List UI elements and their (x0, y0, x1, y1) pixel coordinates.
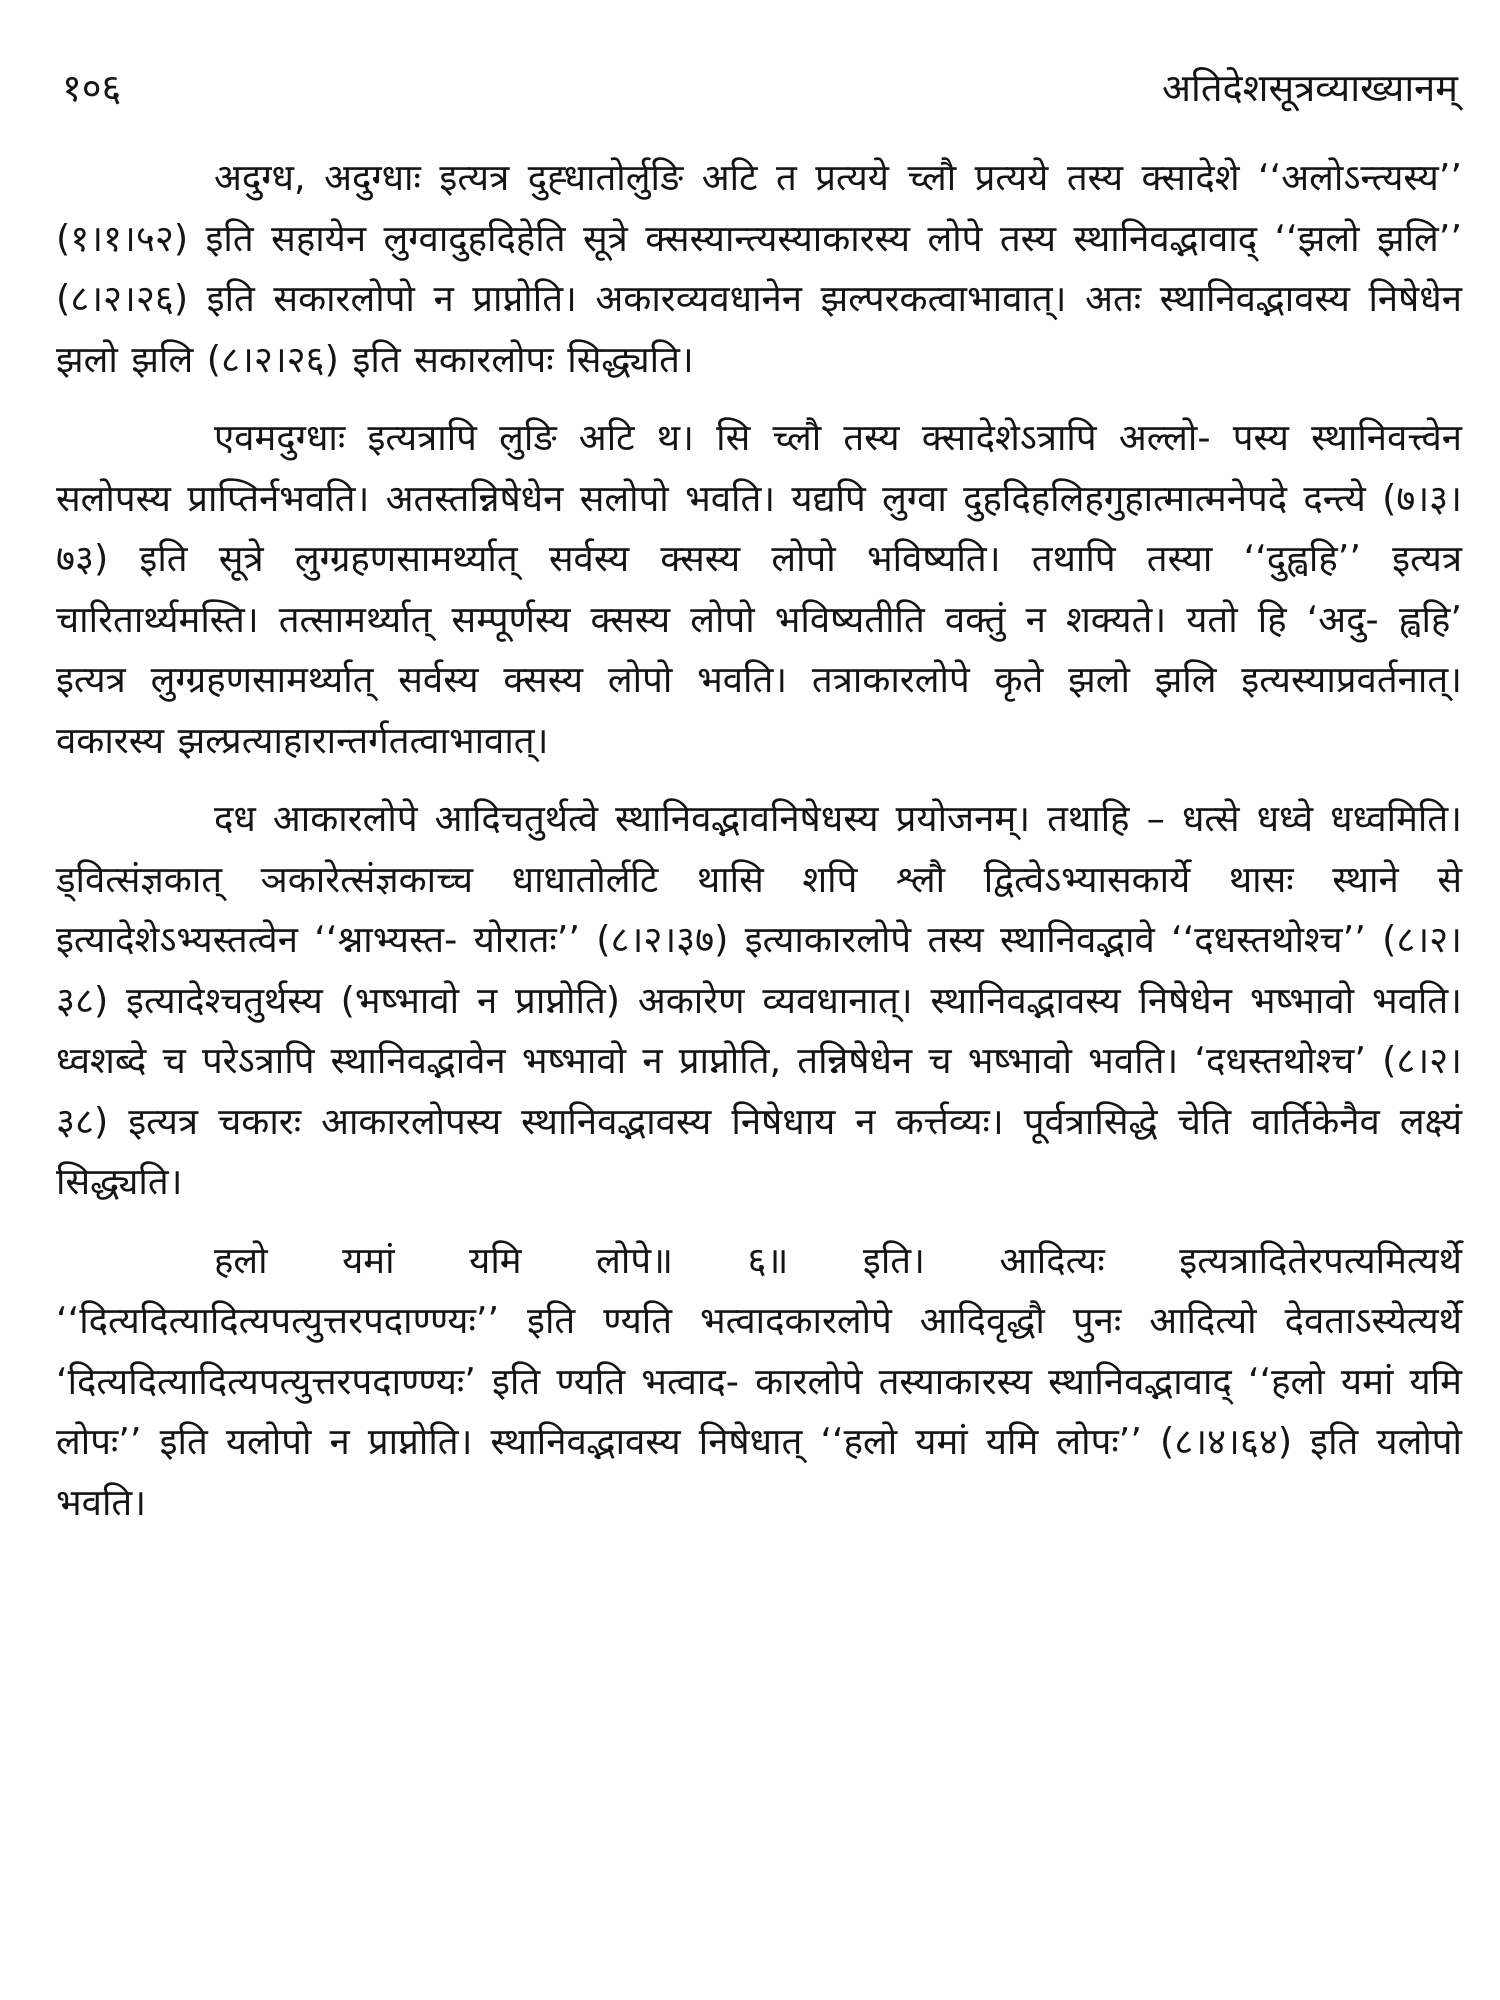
paragraph-evam-adugdhah: एवमदुग्धाः इत्यत्रापि लुङि अटि थ। सि च्लौ तस्य क्सादेशेऽत्रापि अल्लो- पस्य स्थानिवत्त्वेन सलोपस्य प्राप्तिर्नभवति। अतस्तन्निषेधेन सलोपो भवति। यद्यपि लुग्वा दुहदिहलिहगुहात्मात्मनेपदे दन्त्ये (७।३।७३) इति सूत्रे लुग्ग्रहणसामर्थ्यात् सर्वस्य क्सस्य लोपो भविष्यति। तथापि तस्या ‘‘दुह्वहि’’ इत्यत्र चारितार्थ्यमस्ति। तत्सामर्थ्यात् सम्पूर्णस्य क्सस्य लोपो भविष्यतीति वक्तुं न शक्यते। यतो हि ‘अदु- ह्वहि’ इत्यत्र लुग्ग्रहणसामर्थ्यात् सर्वस्य क्सस्य लोपो भवति। तत्राकारलोपे कृते झलो झलि इत्यस्याप्रवर्तनात्। वकारस्य झल्प्रत्याहारान्तर्गतत्वाभावात्। (56, 416, 1462, 762)
running-title: अतिदेशसूत्रव्याख्यानम् (1161, 66, 1458, 110)
running-header (56, 64, 1462, 112)
paragraph-halo-yamam: हलो यमां यमि लोपे॥ ६॥ इति। आदित्यः इत्यत्रादितेरपत्यमित्यर्थे ‘‘दित्यदित्यादित्यपत्युत्तरपदाण्ण्यः’’ इति ण्यति भत्वादकारलोपे आदिवृद्धौ पुनः आदित्यो देवताऽस्येत्यर्थे ‘दित्यदित्यादित्यपत्युत्तरपदाण्ण्यः’ इति ण्यति भत्वाद- कारलोपे तस्याकारस्य स्थानिवद्भावाद् ‘‘हलो यमां यमि लोपः’’ इति यलोपो न प्राप्नोति। स्थानिवद्भावस्य निषेधात् ‘‘हलो यमां यमि लोपः’’ (८।४।६४) इति यलोपो भवति। (56, 1238, 1462, 1524)
paragraph-adugdha: अदुग्ध, अदुग्धाः इत्यत्र दुह्धातोर्लुङि अटि त प्रत्यये च्लौ प्रत्यये तस्य क्सादेशे ‘‘अलोऽन्त्यस्य’’ (१।१।५२) इति सहायेन लुग्वादुहदिहेति सूत्रे क्सस्यान्त्यस्याकारस्य लोपे तस्य स्थानिवद्भावाद् ‘‘झलो झलि’’ (८।२।२६) इति सकारलोपो न प्राप्नोति। अकारव्यवधानेन झल्परकत्वाभावात्। अतः स्थानिवद्भावस्य निषेधेन झलो झलि (८।२।२६) इति सकारलोपः सिद्ध्यति। (56, 156, 1462, 381)
page-number: १०६ (62, 66, 122, 110)
paragraph-dadha: दध आकारलोपे आदिचतुर्थत्वे स्थानिवद्भावनिषेधस्य प्रयोजनम्। तथाहि – धत्से धध्वे धध्वमिति। ड्वित्संज्ञकात् ञकारेत्संज्ञकाच्च धाधातोर्लटि थासि शपि श्लौ द्वित्वेऽभ्यासकार्ये थासः स्थाने से इत्यादेशेऽभ्यस्तत्वेन ‘‘श्नाभ्यस्त- योरातः’’ (८।२।३७) इत्याकारलोपे तस्य स्थानिवद्भावे ‘‘दधस्तथोश्च’’ (८।२।३८) इत्यादेश्चतुर्थस्य (भष्भावो न प्राप्नोति) अकारेण व्यवधानात्। स्थानिवद्भावस्य निषेधेन भष्भावो भवति। ध्वशब्दे च परेऽत्रापि स्थानिवद्भावेन भष्भावो न प्राप्नोति, तन्निषेधेन च भष्भावो भवति। ‘दधस्तथोश्च’ (८।२।३८) इत्यत्र चकारः आकारलोपस्य स्थानिवद्भावस्य निषेधाय न कर्त्तव्यः। पूर्वत्रासिद्धे चेति वार्तिकेनैव लक्ष्यं सिद्ध्यति। (56, 797, 1462, 1203)
